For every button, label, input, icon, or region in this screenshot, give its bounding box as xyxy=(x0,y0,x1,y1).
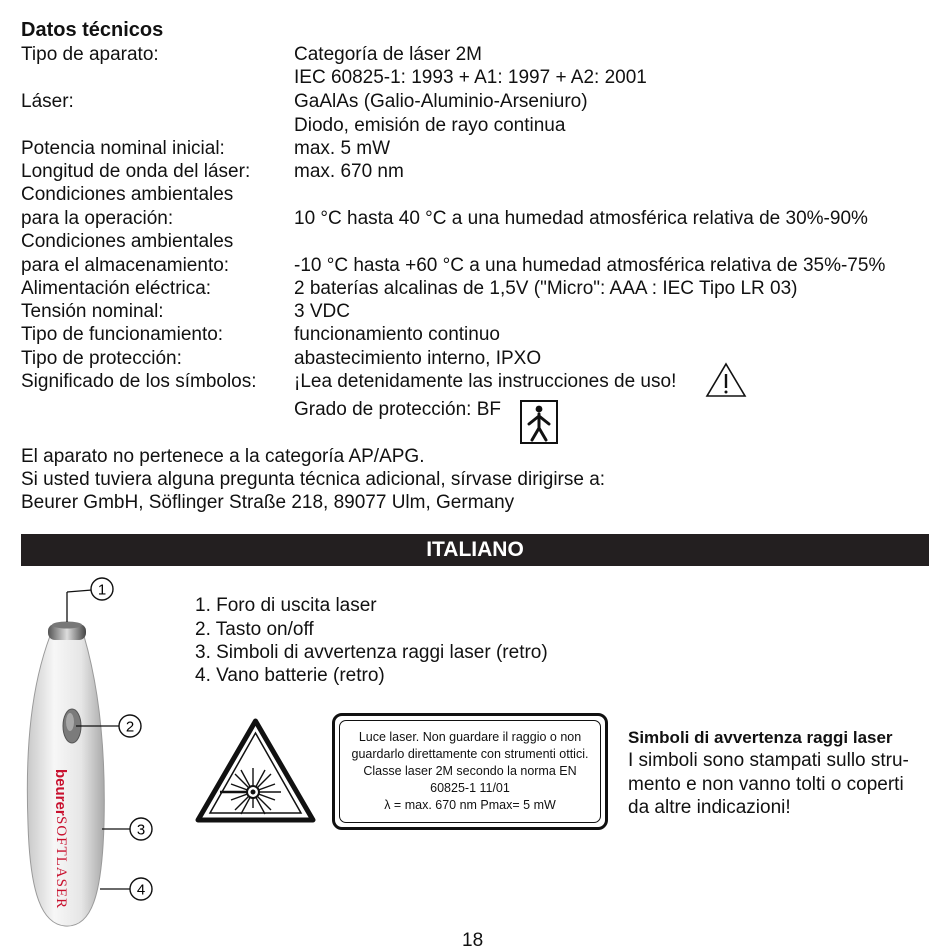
device-illustration xyxy=(20,574,165,936)
note-line: Si usted tuviera alguna pregunta técnica adicional, sírvase dirigirse a: xyxy=(21,469,606,490)
spec-label: para la operación: xyxy=(21,208,174,229)
section-header-italiano: ITALIANO xyxy=(21,534,929,566)
laser-label-line: Luce laser. Non guardare il raggio o non xyxy=(358,730,582,744)
spec-value: 3 VDC xyxy=(294,301,350,322)
page-number: 18 xyxy=(462,930,484,951)
spec-value: Categoría de láser 2M xyxy=(294,44,482,65)
spec-label: Alimentación eléctrica: xyxy=(21,278,212,299)
spec-value: 2 baterías alcalinas de 1,5V ("Micro": AAA : IEC Tipo LR 03) xyxy=(294,278,798,299)
spec-label: Longitud de onda del láser: xyxy=(21,161,251,182)
spec-value: ¡Lea detenidamente las instrucciones de uso! xyxy=(294,371,677,392)
laser-label-line: 60825-1 11/01 xyxy=(430,781,510,795)
svg-text:3: 3 xyxy=(136,821,146,839)
spec-value: max. 5 mW xyxy=(294,138,391,159)
bf-person-icon xyxy=(520,400,558,444)
parts-list-item: 2. Tasto on/off xyxy=(195,619,314,640)
svg-text:4: 4 xyxy=(136,881,146,899)
note-line: Beurer GmbH, Söflinger Straße 218, 89077 Ulm, Germany xyxy=(21,492,515,513)
spec-value: GaAlAs (Galio-Aluminio-Arseniuro) xyxy=(294,91,588,112)
laser-warning-label xyxy=(332,713,608,830)
spec-title: Datos técnicos xyxy=(21,19,164,41)
spec-value: Diodo, emisión de rayo continua xyxy=(294,115,566,136)
spec-label: Potencia nominal inicial: xyxy=(21,138,225,159)
spec-label: Significado de los símbolos: xyxy=(21,371,257,392)
svg-text:2: 2 xyxy=(125,718,135,736)
parts-list-item: 3. Simboli di avvertenza raggi laser (retro) xyxy=(195,642,548,663)
bf-text: Grado de protección: BF xyxy=(294,399,501,420)
symbols-title: Simboli di avvertenza raggi laser xyxy=(628,728,893,747)
spec-value: -10 °C hasta +60 °C a una humedad atmosférica relativa de 35%-75% xyxy=(294,255,886,276)
laser-hazard-icon xyxy=(195,718,316,824)
parts-list-item: 4. Vano batterie (retro) xyxy=(195,665,385,686)
laser-label-line: guardarlo direttamente con strumenti ottici. xyxy=(351,747,589,761)
laser-label-line: Classe laser 2M secondo la norma EN xyxy=(363,764,577,778)
spec-label: Tensión nominal: xyxy=(21,301,164,322)
spec-label: Condiciones ambientales xyxy=(21,231,234,252)
symbols-line: mento e non vanno tolti o coperti xyxy=(628,774,904,795)
spec-label: Láser: xyxy=(21,91,74,112)
symbols-line: da altre indicazioni! xyxy=(628,797,791,818)
svg-text:1: 1 xyxy=(97,581,107,599)
spec-value: max. 670 nm xyxy=(294,161,404,182)
parts-list-item: 1. Foro di uscita laser xyxy=(195,595,377,616)
brand-text: beurer xyxy=(52,769,69,816)
spec-value: IEC 60825-1: 1993 + A1: 1997 + A2: 2001 xyxy=(294,67,647,88)
spec-label: Tipo de aparato: xyxy=(21,44,159,65)
spec-label: Condiciones ambientales xyxy=(21,184,234,205)
spec-value: 10 °C hasta 40 °C a una humedad atmosférica relativa de 30%-90% xyxy=(294,208,868,229)
model-text: SOFTLASER xyxy=(53,816,69,910)
spec-value: abastecimiento interno, IPXO xyxy=(294,348,542,369)
laser-label-line: λ = max. 670 nm Pmax= 5 mW xyxy=(384,798,556,812)
spec-label: Tipo de protección: xyxy=(21,348,182,369)
symbols-line: I simboli sono stampati sullo stru- xyxy=(628,750,909,771)
spec-label: para el almacenamiento: xyxy=(21,255,230,276)
warning-triangle-icon xyxy=(705,362,747,398)
spec-value: funcionamiento continuo xyxy=(294,324,500,345)
spec-label: Tipo de funcionamiento: xyxy=(21,324,224,345)
note-line: El aparato no pertenece a la categoría AP/APG. xyxy=(21,446,425,467)
